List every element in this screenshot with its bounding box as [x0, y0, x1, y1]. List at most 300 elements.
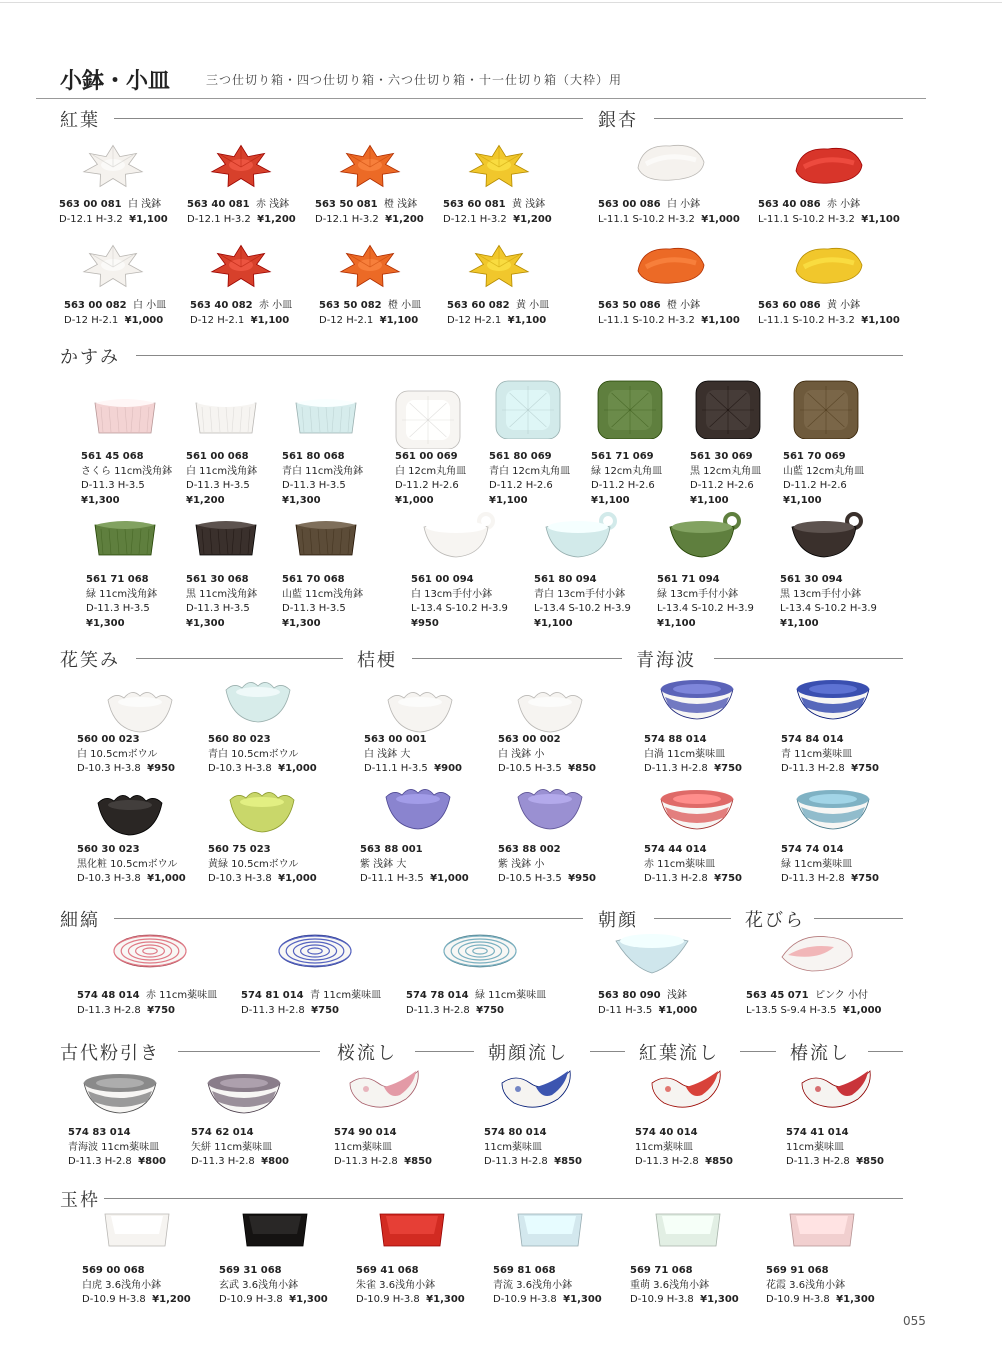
product-price: ¥1,000 — [701, 213, 740, 225]
product-code: 574 88 014 — [644, 734, 707, 745]
product-size: D-11.3 H-3.5 — [186, 603, 250, 614]
product-price: ¥1,300 — [282, 494, 321, 506]
product-code: 563 50 086 — [598, 300, 661, 311]
product-name: 黄 小皿 — [516, 300, 550, 311]
product-size: D-11.2 H-2.6 — [489, 480, 553, 491]
product-size: D-12 H-2.1 — [64, 314, 119, 326]
square-plate-icon — [688, 377, 768, 443]
product-item — [598, 198, 740, 227]
product-size: D-10.3 H-3.8 — [208, 763, 272, 774]
product-item — [781, 733, 879, 777]
product-name: 青白 12cm丸角皿 — [489, 465, 571, 477]
product-item — [746, 989, 881, 1018]
product-size: D-11.3 H-2.8 — [644, 763, 708, 774]
product-code: 574 84 014 — [781, 734, 844, 745]
product-name: 緑 13cm手付小鉢 — [657, 588, 739, 600]
section-rule-sakura — [415, 1051, 474, 1052]
product-item — [534, 573, 631, 631]
maple-leaf-dish-icon — [73, 137, 153, 203]
square-bowl-icon — [186, 389, 266, 455]
product-price: ¥1,100 — [507, 314, 547, 326]
ginkgo-dish-icon — [790, 237, 870, 303]
section-title-kasumi: かすみ — [60, 347, 120, 368]
product-code: 561 70 069 — [783, 451, 846, 462]
title-rule — [36, 98, 926, 99]
square-plate-icon — [388, 387, 468, 453]
section-title-hanaemi: 花笑み — [60, 650, 120, 671]
product-size: D-11.3 H-3.5 — [86, 603, 150, 614]
product-name: 青流 3.6浅角小鉢 — [493, 1279, 573, 1291]
wave-pattern-bowl-icon — [793, 671, 873, 737]
section-title-kouyou: 紅葉 — [60, 110, 100, 131]
handled-bowl-icon — [786, 509, 866, 575]
product-code: 561 71 069 — [591, 451, 654, 462]
product-name: 山藍 11cm浅角鉢 — [282, 588, 364, 600]
product-price: ¥1,000 — [395, 494, 434, 506]
product-code: 560 30 023 — [77, 844, 140, 855]
product-item — [208, 733, 317, 777]
product-price: ¥1,000 — [430, 873, 469, 884]
product-name: 重萌 3.6浅角小鉢 — [630, 1279, 710, 1291]
product-item — [411, 573, 508, 631]
product-name: 浅鉢 — [667, 990, 687, 1001]
product-name: 橙 浅鉢 — [384, 199, 418, 210]
section-rule-asagao — [654, 918, 731, 919]
product-item — [334, 1126, 432, 1170]
product-price: ¥1,100 — [861, 213, 900, 225]
product-name: 紫 浅鉢 大 — [360, 858, 407, 870]
product-size: D-11.3 H-2.8 — [406, 1004, 470, 1016]
product-item — [766, 1264, 875, 1308]
product-name: 青白 11cm浅角鉢 — [282, 465, 364, 477]
product-name: 赤 小鉢 — [827, 199, 861, 210]
patterned-bowl-icon — [80, 1065, 160, 1131]
product-code: 563 50 082 — [319, 300, 382, 311]
product-name: 緑 11cm浅角鉢 — [86, 588, 158, 600]
product-code: 560 75 023 — [208, 844, 271, 855]
bellflower-bowl-icon — [510, 781, 590, 847]
section-rule-asagao-nagashi — [590, 1051, 625, 1052]
product-name: さくら 11cm浅角鉢 — [81, 465, 173, 477]
product-price: ¥750 — [147, 1004, 175, 1016]
square-small-bowl-icon — [648, 1204, 728, 1270]
product-item — [489, 450, 570, 508]
product-item — [282, 450, 363, 508]
product-name: 赤 小皿 — [259, 300, 293, 311]
product-size: D-12 H-2.1 — [319, 314, 374, 326]
product-size: D-11.3 H-3.5 — [282, 603, 346, 614]
product-price: ¥950 — [568, 873, 596, 884]
product-code: 569 81 068 — [493, 1265, 556, 1276]
product-item — [187, 198, 296, 227]
section-rule-kodai — [178, 1051, 320, 1052]
flower-bowl-icon — [218, 674, 298, 740]
product-code: 574 74 014 — [781, 844, 844, 855]
maple-leaf-plate-icon — [73, 237, 153, 303]
product-item — [81, 450, 172, 508]
product-code: 561 80 069 — [489, 451, 552, 462]
product-price: ¥800 — [138, 1156, 166, 1167]
product-size: D-11.2 H-2.6 — [690, 480, 754, 491]
square-bowl-icon — [85, 511, 165, 577]
product-code: 569 31 068 — [219, 1265, 282, 1276]
product-code: 561 30 069 — [690, 451, 753, 462]
product-price: ¥750 — [311, 1004, 339, 1016]
product-name: 黄 小鉢 — [827, 300, 861, 311]
section-rule-kouyou-nagashi — [740, 1051, 776, 1052]
product-name: 11cm薬味皿 — [484, 1141, 542, 1153]
product-item — [690, 450, 761, 508]
square-bowl-icon — [85, 389, 165, 455]
product-code: 561 30 094 — [780, 574, 843, 585]
product-code: 563 88 001 — [360, 844, 423, 855]
product-item — [191, 1126, 289, 1170]
product-size: D-10.9 H-3.8 — [219, 1294, 283, 1305]
product-name: 黒 13cm手付小鉢 — [780, 588, 862, 600]
product-price: ¥1,300 — [836, 1294, 875, 1305]
section-title-ichou: 銀杏 — [598, 110, 638, 131]
product-item — [447, 299, 549, 328]
product-code: 574 83 014 — [68, 1127, 131, 1138]
product-price: ¥1,000 — [842, 1004, 882, 1016]
flowing-dish-icon — [496, 1063, 576, 1129]
product-item — [364, 733, 462, 777]
handled-bowl-icon — [540, 509, 620, 575]
product-code: 574 90 014 — [334, 1127, 397, 1138]
flowing-dish-icon — [646, 1063, 726, 1129]
page-title: 小鉢・小皿 — [60, 68, 171, 94]
product-item — [598, 299, 740, 328]
product-code: 563 00 086 — [598, 199, 661, 210]
product-price: ¥1,200 — [513, 213, 552, 225]
product-price: ¥1,300 — [563, 1294, 602, 1305]
product-name: 白 13cm手付小鉢 — [411, 588, 493, 600]
page-subtitle: 三つ仕切り箱・四つ仕切り箱・六つ仕切り箱・十一仕切り箱（大枠）用 — [206, 73, 623, 87]
product-price: ¥800 — [261, 1156, 289, 1167]
square-plate-icon — [488, 377, 568, 443]
product-price: ¥950 — [411, 617, 439, 629]
product-price: ¥750 — [476, 1004, 504, 1016]
product-price: ¥1,000 — [658, 1004, 698, 1016]
product-item — [443, 198, 552, 227]
product-item — [77, 843, 186, 887]
product-price: ¥750 — [714, 763, 742, 774]
product-code: 563 40 082 — [190, 300, 253, 311]
product-size: D-11.2 H-2.6 — [783, 480, 847, 491]
product-item — [493, 1264, 602, 1308]
product-price: ¥1,300 — [86, 617, 125, 629]
product-item — [783, 450, 864, 508]
product-code: 563 50 081 — [315, 199, 378, 210]
product-price: ¥1,200 — [186, 494, 225, 506]
product-name: 黄緑 10.5cmボウル — [208, 858, 299, 870]
product-size: D-11.3 H-3.5 — [186, 480, 250, 491]
product-size: D-12.1 H-3.2 — [443, 213, 507, 225]
product-price: ¥1,100 — [690, 494, 729, 506]
product-code: 563 00 082 — [64, 300, 127, 311]
section-title-asagao: 朝顔 — [598, 910, 638, 931]
section-title-tsubaki: 椿流し — [790, 1043, 850, 1064]
section-rule-kasumi — [136, 355, 903, 356]
product-item — [498, 843, 596, 887]
product-name: 橙 小皿 — [388, 300, 422, 311]
product-code: 563 60 081 — [443, 199, 506, 210]
product-name: 緑 11cm薬味皿 — [475, 990, 547, 1001]
product-size: D-10.9 H-3.8 — [493, 1294, 557, 1305]
product-item — [186, 573, 257, 631]
product-name: 黒 11cm浅角鉢 — [186, 588, 258, 600]
product-size: D-11.3 H-3.5 — [81, 480, 145, 491]
flowing-dish-icon — [344, 1063, 424, 1129]
product-price: ¥1,100 — [780, 617, 819, 629]
product-name: 青白 13cm手付小鉢 — [534, 588, 626, 600]
product-name: 青海波 11cm薬味皿 — [68, 1141, 160, 1153]
product-item — [758, 198, 900, 227]
ginkgo-dish-icon — [632, 237, 712, 303]
product-name: 白渦 11cm薬味皿 — [644, 748, 726, 760]
product-size: D-12 H-2.1 — [447, 314, 502, 326]
product-code: 574 81 014 — [241, 990, 304, 1001]
product-item — [82, 1264, 191, 1308]
product-name: 花霞 3.6浅角小鉢 — [766, 1279, 846, 1291]
product-price: ¥1,100 — [129, 213, 168, 225]
product-price: ¥1,000 — [278, 873, 317, 884]
product-size: L-13.4 S-10.2 H-3.9 — [534, 603, 631, 614]
wave-pattern-bowl-icon — [657, 781, 737, 847]
maple-leaf-dish-icon — [330, 137, 410, 203]
product-item — [644, 843, 742, 887]
product-item — [630, 1264, 739, 1308]
square-plate-icon — [786, 377, 866, 443]
product-name: 橙 小鉢 — [667, 300, 701, 311]
product-code: 574 48 014 — [77, 990, 140, 1001]
product-item — [657, 573, 754, 631]
product-size: D-11.3 H-2.8 — [484, 1156, 548, 1167]
product-name: 黄 浅鉢 — [512, 199, 546, 210]
handled-bowl-icon — [664, 509, 744, 575]
product-size: D-10.3 H-3.8 — [208, 873, 272, 884]
product-name: 11cm薬味皿 — [635, 1141, 693, 1153]
product-size: D-12 H-2.1 — [190, 314, 245, 326]
section-title-asagao-nagashi: 朝顔流し — [488, 1043, 568, 1064]
product-price: ¥1,300 — [700, 1294, 739, 1305]
product-code: 561 00 068 — [186, 451, 249, 462]
product-code: 574 41 014 — [786, 1127, 849, 1138]
product-price: ¥1,100 — [701, 314, 740, 326]
product-name: 山藍 12cm丸角皿 — [783, 465, 865, 477]
product-price: ¥1,300 — [289, 1294, 328, 1305]
top-rule — [0, 2, 1002, 3]
product-code: 563 00 081 — [59, 199, 122, 210]
product-price: ¥1,100 — [250, 314, 290, 326]
product-price: ¥850 — [568, 763, 596, 774]
product-price: ¥1,200 — [152, 1294, 191, 1305]
product-name: 白 10.5cmボウル — [77, 748, 158, 760]
product-code: 561 80 094 — [534, 574, 597, 585]
product-size: D-11.3 H-2.8 — [786, 1156, 850, 1167]
section-title-kikyou: 桔梗 — [357, 650, 397, 671]
ginkgo-dish-icon — [790, 137, 870, 203]
product-price: ¥1,100 — [534, 617, 573, 629]
product-name: 白 小鉢 — [667, 199, 701, 210]
product-item — [780, 573, 877, 631]
product-item — [635, 1126, 733, 1170]
page-number: 055 — [903, 1314, 926, 1328]
product-item — [77, 989, 217, 1018]
maple-leaf-plate-icon — [201, 237, 281, 303]
product-item — [282, 573, 363, 631]
product-name: 紫 浅鉢 小 — [498, 858, 545, 870]
product-code: 563 45 071 — [746, 990, 809, 1001]
striped-bowl-icon — [110, 927, 190, 993]
product-code: 574 62 014 — [191, 1127, 254, 1138]
product-size: D-11.3 H-2.8 — [241, 1004, 305, 1016]
product-size: D-11.3 H-2.8 — [191, 1156, 255, 1167]
product-size: D-11.3 H-3.5 — [282, 480, 346, 491]
product-item — [208, 843, 317, 887]
product-item — [644, 733, 742, 777]
product-name: 白 12cm丸角皿 — [395, 465, 467, 477]
product-price: ¥750 — [851, 763, 879, 774]
striped-bowl-icon — [275, 927, 355, 993]
section-rule-ichou — [654, 118, 903, 119]
product-size: L-13.4 S-10.2 H-3.9 — [780, 603, 877, 614]
square-plate-icon — [590, 377, 670, 443]
product-price: ¥950 — [147, 763, 175, 774]
product-item — [781, 843, 879, 887]
product-price: ¥1,200 — [257, 213, 296, 225]
product-size: L-11.1 S-10.2 H-3.2 — [758, 213, 855, 225]
product-code: 569 41 068 — [356, 1265, 419, 1276]
product-name: 黒化粧 10.5cmボウル — [77, 858, 178, 870]
product-size: D-10.9 H-3.8 — [82, 1294, 146, 1305]
product-price: ¥1,100 — [591, 494, 630, 506]
product-code: 563 40 086 — [758, 199, 821, 210]
product-name: 白 11cm浅角鉢 — [186, 465, 258, 477]
product-price: ¥1,100 — [783, 494, 822, 506]
product-size: D-12.1 H-3.2 — [315, 213, 379, 225]
product-item — [395, 450, 466, 508]
product-price: ¥750 — [851, 873, 879, 884]
product-size: L-13.4 S-10.2 H-3.9 — [411, 603, 508, 614]
product-name: 白 小皿 — [133, 300, 167, 311]
product-item — [241, 989, 381, 1018]
product-name: 白 浅鉢 — [128, 199, 162, 210]
product-price: ¥1,000 — [147, 873, 186, 884]
product-code: 560 00 023 — [77, 734, 140, 745]
product-price: ¥1,300 — [282, 617, 321, 629]
section-title-hososhima: 細縞 — [60, 910, 100, 931]
product-size: D-10.3 H-3.8 — [77, 763, 141, 774]
section-rule-hososhima — [114, 918, 583, 919]
product-size: D-11.3 H-2.8 — [68, 1156, 132, 1167]
product-size: D-10.5 H-3.5 — [498, 763, 562, 774]
product-price: ¥1,100 — [861, 314, 900, 326]
product-size: D-10.9 H-3.8 — [630, 1294, 694, 1305]
product-code: 569 00 068 — [82, 1265, 145, 1276]
product-price: ¥1,100 — [489, 494, 528, 506]
product-size: D-10.5 H-3.5 — [498, 873, 562, 884]
product-item — [59, 198, 168, 227]
product-name: 白虎 3.6浅角小鉢 — [82, 1279, 162, 1291]
product-name: 青白 10.5cmボウル — [208, 748, 299, 760]
product-size: D-10.3 H-3.8 — [77, 873, 141, 884]
product-name: 11cm薬味皿 — [334, 1141, 392, 1153]
product-code: 561 71 094 — [657, 574, 720, 585]
product-code: 563 60 086 — [758, 300, 821, 311]
product-price: ¥1,300 — [81, 494, 120, 506]
product-size: L-11.1 S-10.2 H-3.2 — [758, 314, 855, 326]
product-item — [786, 1126, 884, 1170]
product-size: D-10.9 H-3.8 — [356, 1294, 420, 1305]
product-item — [186, 450, 257, 508]
product-code: 561 45 068 — [81, 451, 144, 462]
product-code: 569 91 068 — [766, 1265, 829, 1276]
product-size: D-12.1 H-3.2 — [187, 213, 251, 225]
product-code: 563 80 090 — [598, 990, 661, 1001]
product-code: 563 60 082 — [447, 300, 510, 311]
product-price: ¥1,100 — [379, 314, 419, 326]
product-code: 574 44 014 — [644, 844, 707, 855]
product-item — [64, 299, 166, 328]
maple-leaf-plate-icon — [459, 237, 539, 303]
product-code: 563 00 001 — [364, 734, 427, 745]
product-name: 白 浅鉢 大 — [364, 748, 411, 760]
product-size: D-11.3 H-2.8 — [781, 873, 845, 884]
ginkgo-dish-icon — [632, 134, 712, 200]
section-rule-kouyou — [114, 118, 583, 119]
product-name: 赤 11cm薬味皿 — [146, 990, 218, 1001]
product-price: ¥850 — [554, 1156, 582, 1167]
product-price: ¥1,100 — [657, 617, 696, 629]
product-price: ¥1,000 — [278, 763, 317, 774]
square-bowl-icon — [286, 511, 366, 577]
product-size: D-11.1 H-3.5 — [364, 763, 428, 774]
product-code: 561 00 094 — [411, 574, 474, 585]
product-size: D-11.1 H-3.5 — [360, 873, 424, 884]
product-price: ¥1,000 — [124, 314, 164, 326]
section-title-seigaiha: 青海波 — [636, 650, 696, 671]
product-item — [598, 989, 697, 1018]
product-name: 青 11cm薬味皿 — [781, 748, 853, 760]
square-small-bowl-icon — [782, 1204, 862, 1270]
product-name: 11cm薬味皿 — [786, 1141, 844, 1153]
product-price: ¥850 — [404, 1156, 432, 1167]
section-rule-tsubaki — [868, 1051, 903, 1052]
product-size: D-11.3 H-2.8 — [334, 1156, 398, 1167]
square-small-bowl-icon — [97, 1204, 177, 1270]
section-rule-hanabira — [814, 918, 903, 919]
product-item — [591, 450, 662, 508]
product-item — [68, 1126, 166, 1170]
section-title-gyokusai: 玉枠 — [60, 1190, 100, 1211]
product-size: D-11.3 H-2.8 — [781, 763, 845, 774]
product-item — [315, 198, 424, 227]
product-item — [498, 733, 596, 777]
product-size: D-11.2 H-2.6 — [395, 480, 459, 491]
product-name: 白 浅鉢 小 — [498, 748, 545, 760]
product-size: L-11.1 S-10.2 H-3.2 — [598, 213, 695, 225]
product-code: 563 00 002 — [498, 734, 561, 745]
product-name: 緑 11cm薬味皿 — [781, 858, 853, 870]
maple-leaf-plate-icon — [330, 237, 410, 303]
product-code: 563 40 081 — [187, 199, 250, 210]
product-size: D-12.1 H-3.2 — [59, 213, 123, 225]
product-item — [219, 1264, 328, 1308]
product-price: ¥900 — [434, 763, 462, 774]
handled-bowl-icon — [418, 509, 498, 575]
product-size: D-10.9 H-3.8 — [766, 1294, 830, 1305]
